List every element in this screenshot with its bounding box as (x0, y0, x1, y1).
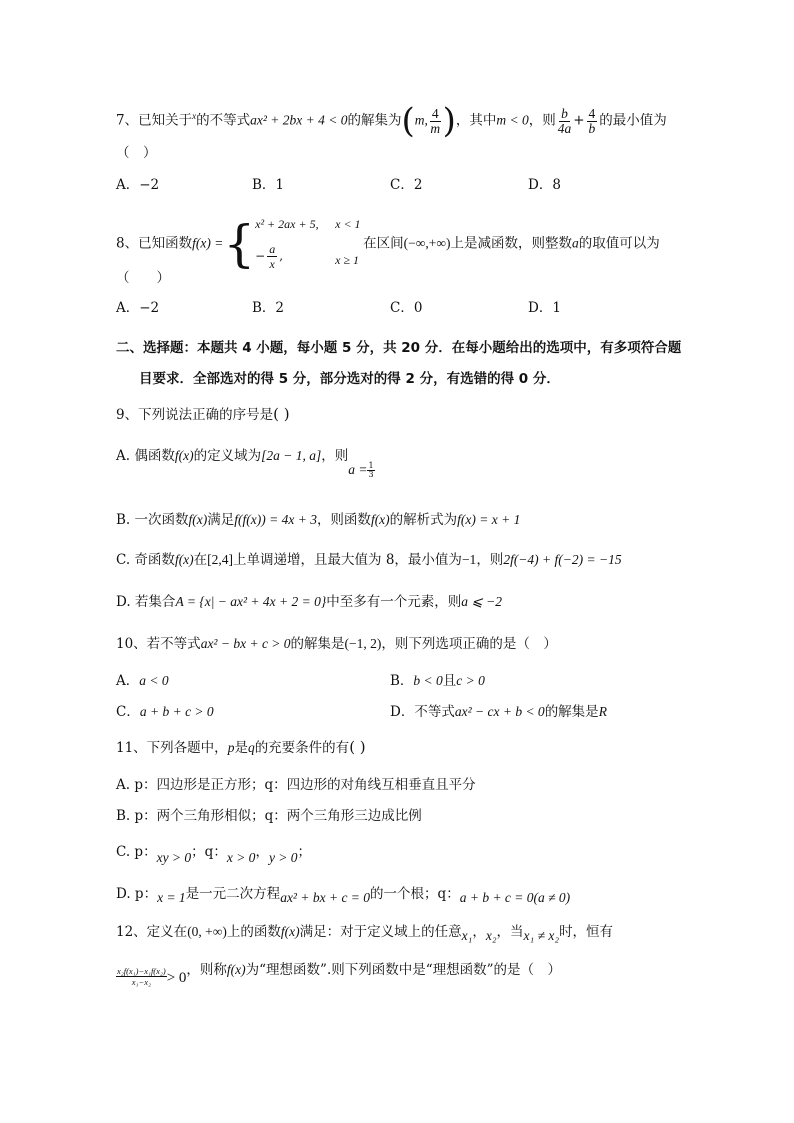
q7-text: ，其中 (455, 112, 497, 129)
q8-case2: − $\frac{a}{x}$ , (255, 242, 284, 271)
q7-plus: + (573, 112, 585, 129)
question-10-stem: 10、若不等式ax² − bx + c > 0的解集是(−1, 2)，则下列选项正确的是（ ） (116, 636, 557, 652)
section-2-heading-line2: 目要求．全部选对的得 5 分，部分选对的得 2 分，有选错的得 0 分． (139, 371, 560, 387)
q8-text: 8、已知函数 (116, 235, 193, 252)
q10-option-d: D．不等式ax² − cx + b < 0的解集是R (390, 704, 607, 720)
q7-text: 的不等式 (196, 112, 251, 129)
q9-option-b: B. 一次函数f(x)满足f(f(x)) = 4x + 3，则函数f(x)的解析式为f(x) = x + 1 (116, 512, 521, 528)
q7-text: 7、已知关于 (116, 112, 193, 129)
q8-piecewise (255, 217, 363, 271)
q7-condition: m < 0 (496, 112, 529, 128)
q7-fraction-2: $\frac{4}{b}$ (588, 105, 596, 136)
q12-condition: $\frac{\text{x₂f(x₁)−x₁f(x₂)}}{\text{x₁−x₂}}$ > 0，则称f(x)为“理想函数”.则下列函数中是“理想函数”的是（ ） (117, 962, 562, 987)
question-8-stem: 8、已知函数f(x) ={ x² + 2ax + 5, x < 1 − $\frac{a}{x}$ , x ≥ 1 在区间(−∞,+∞)上是减函数，则整数a的取值可以为 (116, 215, 660, 273)
question-7-stem: 7、已知关于$^x$的不等式ax² + 2bx + 4 < 0的解集为(m, $\frac{4}{m}$ )，其中m < 0，则 $\frac{b}{4a}$ + $\frac{4}{b}$ 的最小值为 (116, 101, 667, 141)
q7-blank: （ ） (116, 145, 157, 161)
q7-text: 的解集为 (347, 112, 402, 129)
q7-text: ，则 (528, 112, 556, 129)
q11-option-d: D. p：x = 1是一元二次方程ax² + bx + c = 0的一个根；q：a + b + c = 0(a ≠ 0) (116, 886, 571, 905)
q8-case1: x² + 2ax + 5, (255, 217, 319, 231)
q10-option-b: B．b < 0且c > 0 (390, 673, 485, 689)
q8-interval: (−∞,+∞) (403, 235, 451, 251)
q8-blank: （ ） (116, 270, 170, 286)
q10-option-a: A．a < 0 (116, 673, 169, 689)
q8-case1-cond: x < 1 (335, 217, 361, 231)
q9-option-a: A. 偶函数f(x)的定义域为[2a − 1, a]，则a = $\frac{1}{3}$ (116, 448, 374, 479)
q8-option-b: B．2 (252, 300, 285, 316)
q7-option-d: D．8 (528, 177, 561, 193)
q7-text: 的最小值为 (599, 112, 667, 129)
q7-set-fraction: $\frac{4}{m}$ (430, 105, 441, 136)
q11-option-a: A. p：四边形是正方形；q：四边形的对角线互相垂直且平分 (116, 777, 476, 793)
q7-inequality: ax² + 2bx + 4 < 0 (250, 112, 348, 128)
q7-option-a: A．−2 (116, 177, 160, 193)
q7-fraction-1: $\frac{b}{4a}$ (557, 105, 572, 136)
q11-option-b: B. p：两个三角形相似；q：两个三角形三边成比例 (116, 808, 422, 824)
q8-text: 的取值可以为 (578, 235, 660, 252)
section-2-heading: 二、选择题：本题共 4 小题，每小题 5 分，共 20 分．在每小题给出的选项中，有多项符合题 (116, 340, 682, 356)
q9-option-d: D. 若集合A = {x| − ax² + 4x + 2 = 0}中至多有一个元素，则a ⩽ −2 (116, 594, 502, 610)
q9-option-c: C. 奇函数f(x)在[2,4]上单调递增，且最大值为 8，最小值为−1，则2f(−4) + f(−2) = −15 (116, 552, 622, 568)
q7-set-left: m, (414, 112, 428, 128)
q11-option-c: C. p：xy > 0；q：x > 0，y > 0； (116, 844, 312, 865)
q12-fraction: $\frac{\text{x₂f(x₁)−x₁f(x₂)}}{\text{x₁−x₂}}$ (117, 966, 166, 987)
q8-option-a: A．−2 (116, 300, 160, 316)
q8-text: 在区间 (363, 235, 404, 252)
question-9-stem: 9、下列说法正确的序号是( ) (116, 405, 290, 423)
q8-var-a: a (571, 235, 579, 251)
question-11-stem: 11、下列各题中，p是q的充要条件的有( ) (116, 738, 366, 756)
q10-option-c: C．a + b + c > 0 (116, 704, 214, 720)
q8-text: 上是减函数，则整数 (450, 235, 572, 252)
q8-function: f(x) = (192, 235, 224, 251)
question-12-stem: 12、定义在(0, +∞)上的函数f(x)满足：对于定义域上的任意x₁，x₂，当x₁ ≠ x₂时，恒有 (116, 924, 614, 943)
q7-option-b: B．1 (252, 177, 285, 193)
q8-option-d: D．1 (528, 300, 561, 316)
q7-var-x: x (192, 111, 197, 121)
q7-option-c: C．2 (390, 177, 423, 193)
q8-option-c: C．0 (390, 300, 423, 316)
q8-case2-cond: x ≥ 1 (335, 253, 360, 267)
